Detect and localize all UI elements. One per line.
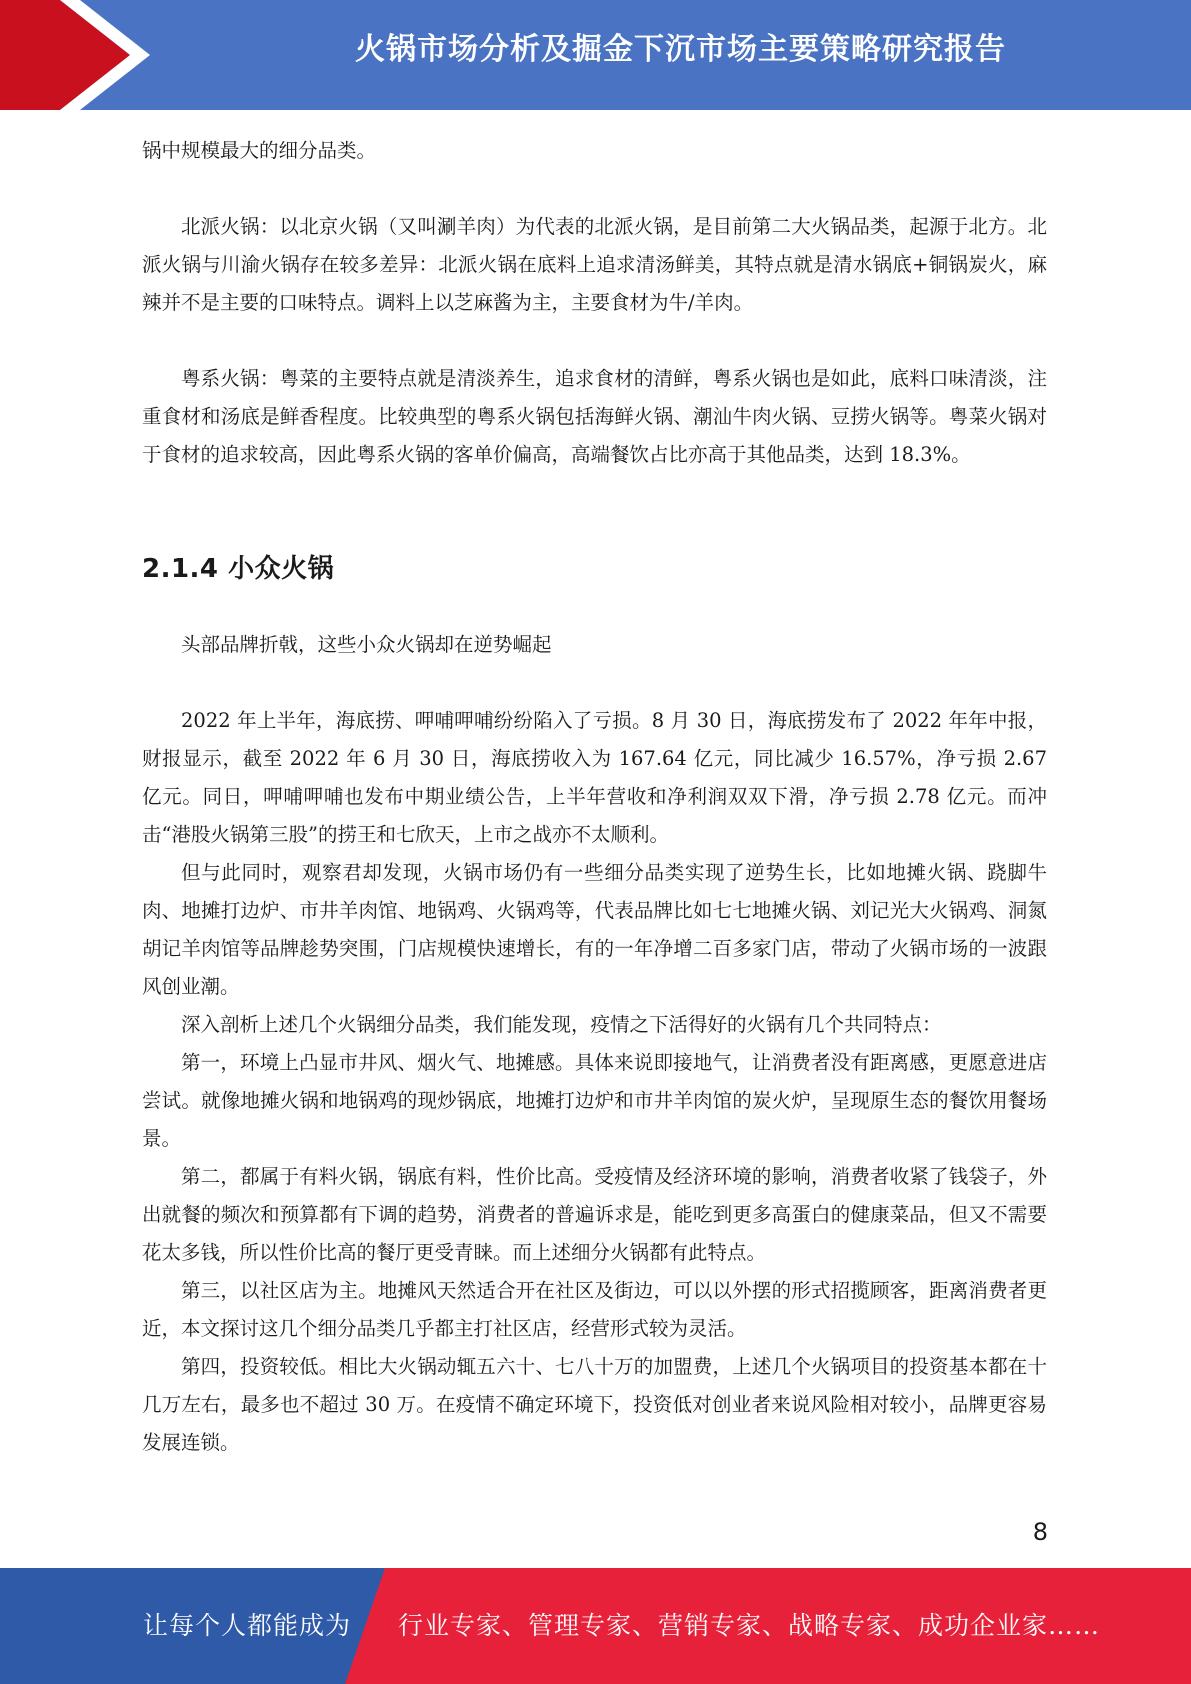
page-footer — [0, 1568, 1191, 1684]
paragraph-losses: 2022 年上半年，海底捞、呷哺呷哺纷纷陷入了亏损。8 月 30 日，海底捞发布了 2022 年年中报，财报显示，截至 2022 年 6 月 30 日，海底捞收入为 167.64 亿元，同比减少 16.57%，净亏损 2.67 亿元。同日，呷哺呷哺也发布中期业绩公告，上半年营收和净利润双双下滑，净亏损 2.78 亿元。而冲击“港股火锅第三股”的捞王和七欣天，上市之战亦不太顺利。 — [142, 709, 1047, 846]
report-title: 火锅市场分析及掘金下沉市场主要策略研究报告 — [355, 32, 1006, 67]
page-header — [0, 0, 1191, 110]
paragraph-trait-three: 第三，以社区店为主。地摊风天然适合开在社区及街边，可以以外摆的形式招揽顾客，距离消费者更近，本文探讨这几个细分品类几乎都主打社区店，经营形式较为灵活。 — [142, 1279, 1047, 1340]
paragraph-trait-one: 第一，环境上凸显市井风、烟火气、地摊感。具体来说即接地气，让消费者没有距离感，更愿意进店尝试。就像地摊火锅和地锅鸡的现炒锅底，地摊打边炉和市井羊肉馆的炭火炉，呈现原生态的餐饮用餐场景。 — [142, 1051, 1047, 1150]
paragraph-trait-four: 第四，投资较低。相比大火锅动辄五六十、七八十万的加盟费，上述几个火锅项目的投资基本都在十几万左右，最多也不超过 30 万。在疫情不确定环境下，投资低对创业者来说风险相对较小，品牌更容易发展连锁。 — [142, 1355, 1047, 1454]
footer-slogan-right: 行业专家、管理专家、营销专家、战略专家、成功企业家…… — [398, 1611, 1101, 1640]
paragraph-continuation: 锅中规模最大的细分品类。 — [142, 139, 377, 162]
paragraph-north-hotpot: 北派火锅：以北京火锅（又叫涮羊肉）为代表的北派火锅，是目前第二大火锅品类，起源于北方。北派火锅与川渝火锅存在较多差异：北派火锅在底料上追求清汤鲜美，其特点就是清水锅底+铜锅炭火，麻辣并不是主要的口味特点。调料上以芝麻酱为主，主要食材为牛/羊肉。 — [142, 215, 1047, 314]
page-number: 8 — [1032, 1518, 1048, 1546]
paragraph-niche-growth: 但与此同时，观察君却发现，火锅市场仍有一些细分品类实现了逆势生长，比如地摊火锅、跷脚牛肉、地摊打边炉、市井羊肉馆、地锅鸡、火锅鸡等，代表品牌比如七七地摊火锅、刘记光大火锅鸡、洞氮胡记羊肉馆等品牌趁势突围，门店规模快速增长，有的一年净增二百多家门店，带动了火锅市场的一波跟风创业潮。 — [142, 861, 1047, 998]
paragraph-trait-two: 第二，都属于有料火锅，锅底有料，性价比高。受疫情及经济环境的影响，消费者收紧了钱袋子，外出就餐的频次和预算都有下调的趋势，消费者的普遍诉求是，能吃到更多高蛋白的健康菜品，但又不需要花太多钱，所以性价比高的餐厅更受青睐。而上述细分火锅都有此特点。 — [142, 1165, 1047, 1264]
page-content — [142, 132, 1047, 1462]
paragraph-common-traits: 深入剖析上述几个火锅细分品类，我们能发现，疫情之下活得好的火锅有几个共同特点： — [181, 1013, 942, 1036]
footer-slogan-left: 让每个人都能成为 — [143, 1611, 352, 1640]
section-heading: 2.1.4 小众火锅 — [142, 554, 335, 584]
paragraph-cantonese-hotpot: 粤系火锅：粤菜的主要特点就是清淡养生，追求食材的清鲜，粤系火锅也是如此，底料口味清淡，注重食材和汤底是鲜香程度。比较典型的粤系火锅包括海鲜火锅、潮汕牛肉火锅、豆捞火锅等。粤菜火锅对于食材的追求较高，因此粤系火锅的客单价偏高，高端餐饮占比亦高于其他品类，达到 18.3%。 — [142, 367, 1047, 466]
paragraph-subtitle: 头部品牌折戟，这些小众火锅却在逆势崛起 — [181, 633, 552, 656]
header-ribbon-decoration — [0, 0, 220, 110]
